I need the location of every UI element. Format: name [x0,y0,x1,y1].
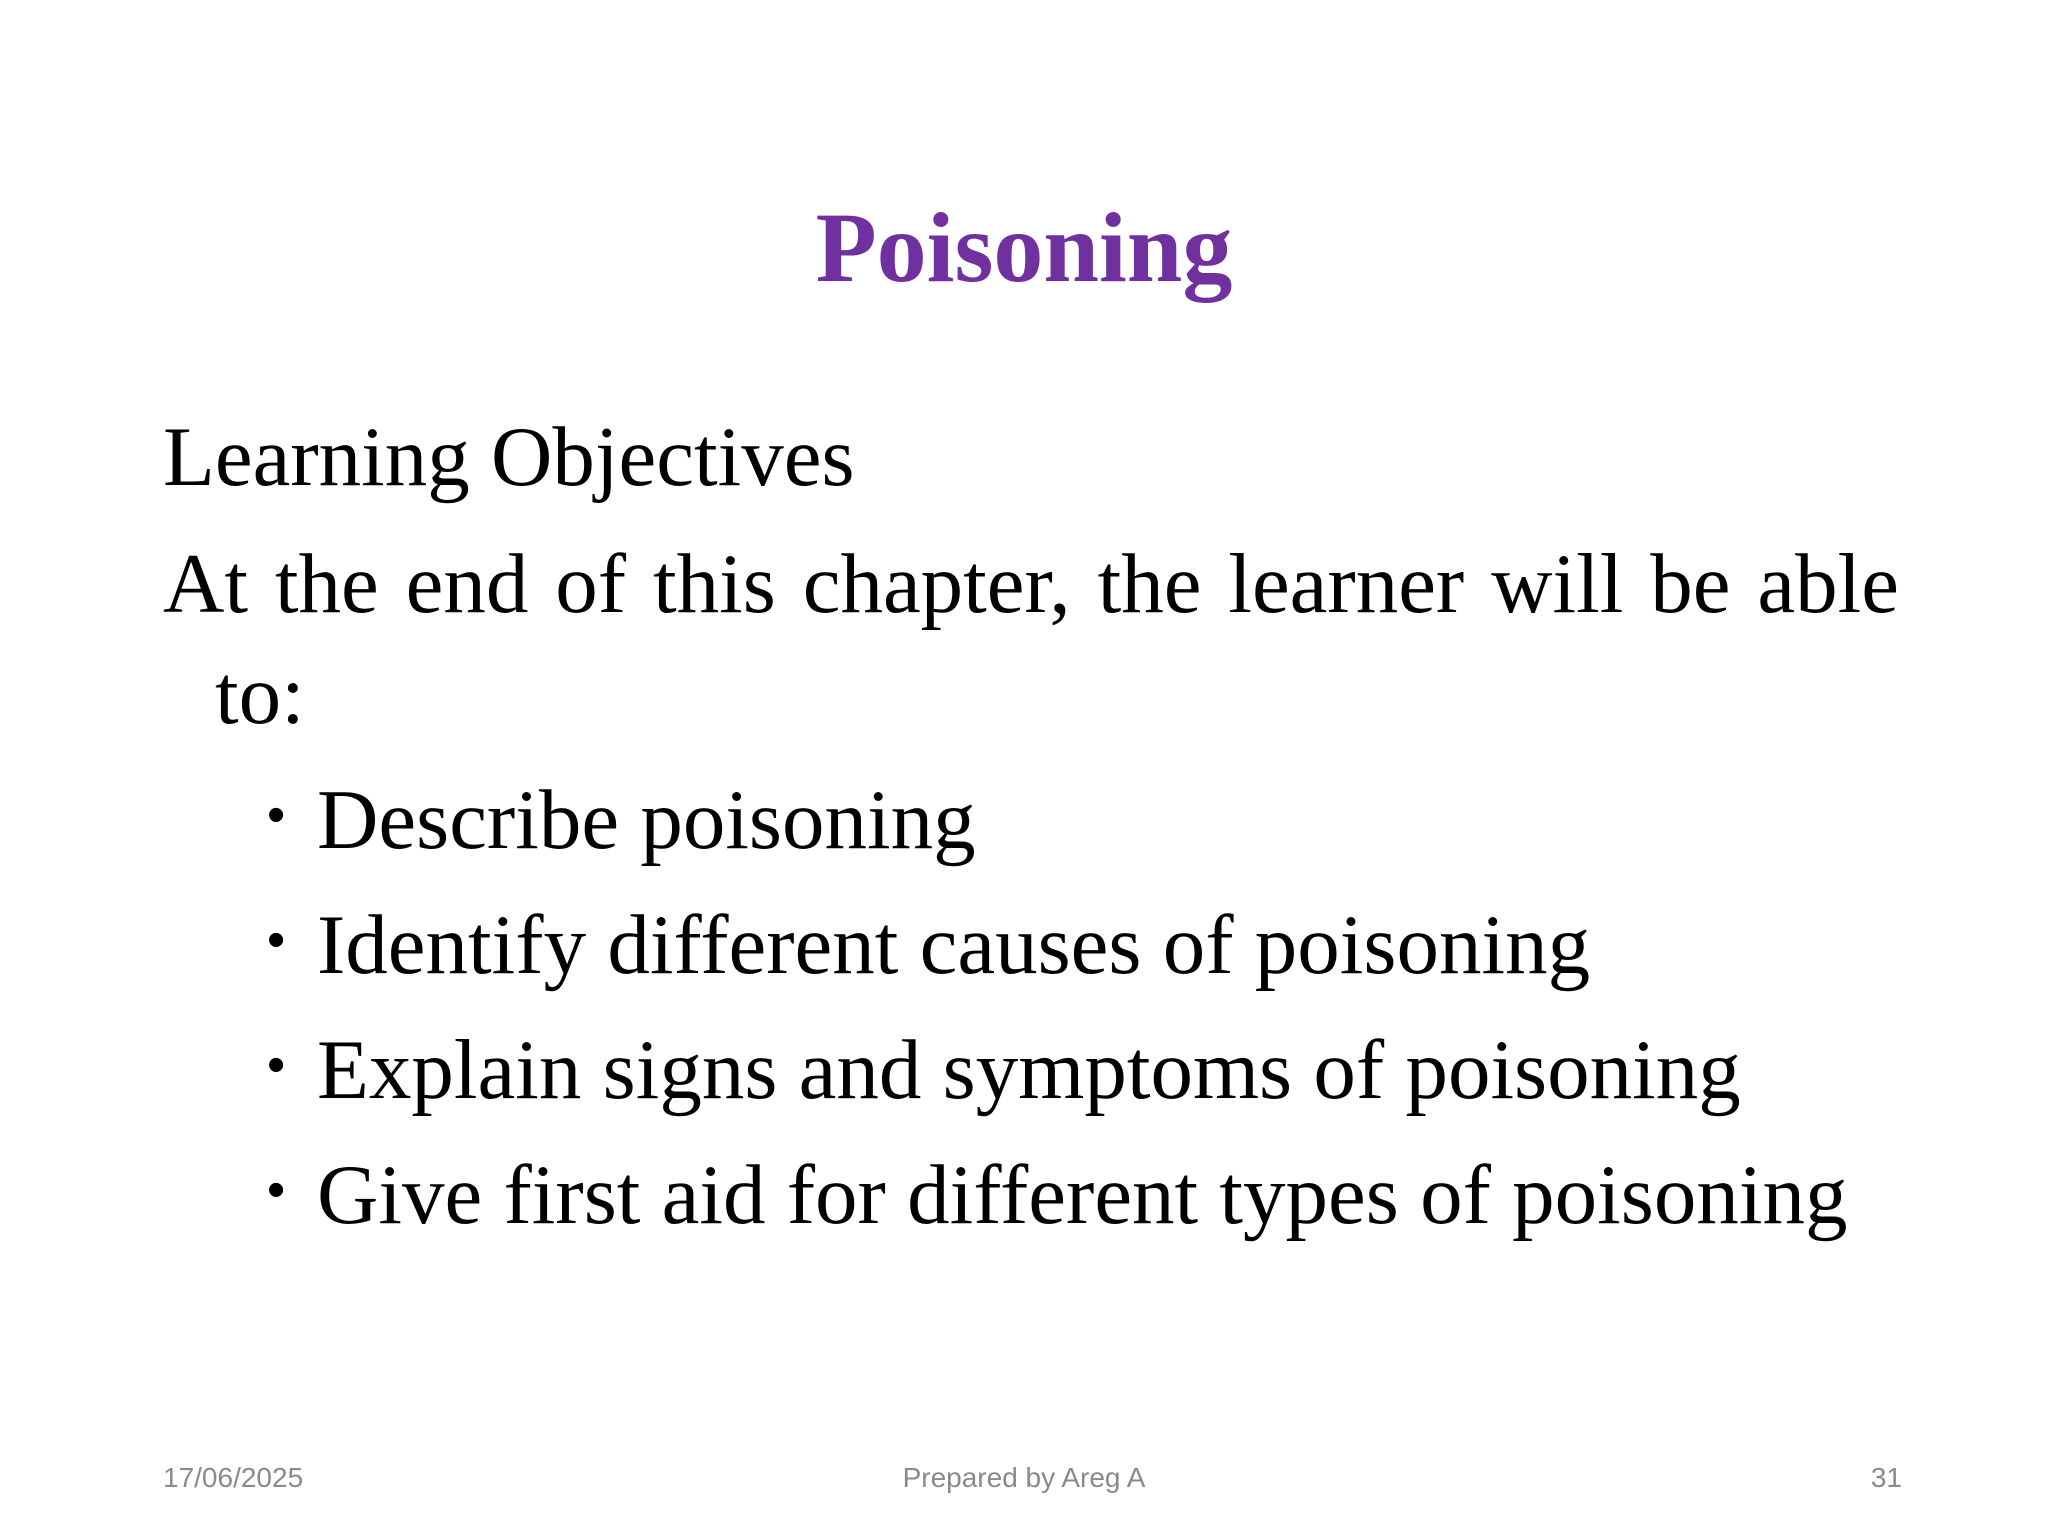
objective-item [163,765,1899,876]
bullet-icon: • [267,1161,286,1219]
objective-text: Give first aid for different types of poisoning [317,1148,1848,1242]
objective-item [163,1140,1899,1251]
objective-item [163,890,1899,1001]
slide-title: Poisoning [815,192,1233,303]
bullet-icon: • [267,911,286,969]
objective-text: Explain signs and symptoms of poisoning [317,1023,1741,1117]
slide-body [163,407,1899,1251]
footer-page-number: 31 [1870,1462,1902,1493]
objective-item [163,1015,1899,1126]
intro-text: At the end of this chapter, the learner will be able to: [163,537,1899,742]
footer-author: Prepared by Areg A [902,1462,1146,1493]
bullet-icon: • [267,1036,286,1094]
objective-text: Describe poisoning [317,773,976,867]
footer-date: 17/06/2025 [163,1462,304,1493]
objective-text: Identify different causes of poisoning [317,898,1591,992]
objectives-list [163,765,1899,1251]
learning-objectives-heading: Learning Objectives [163,410,855,504]
bullet-icon: • [267,786,286,844]
